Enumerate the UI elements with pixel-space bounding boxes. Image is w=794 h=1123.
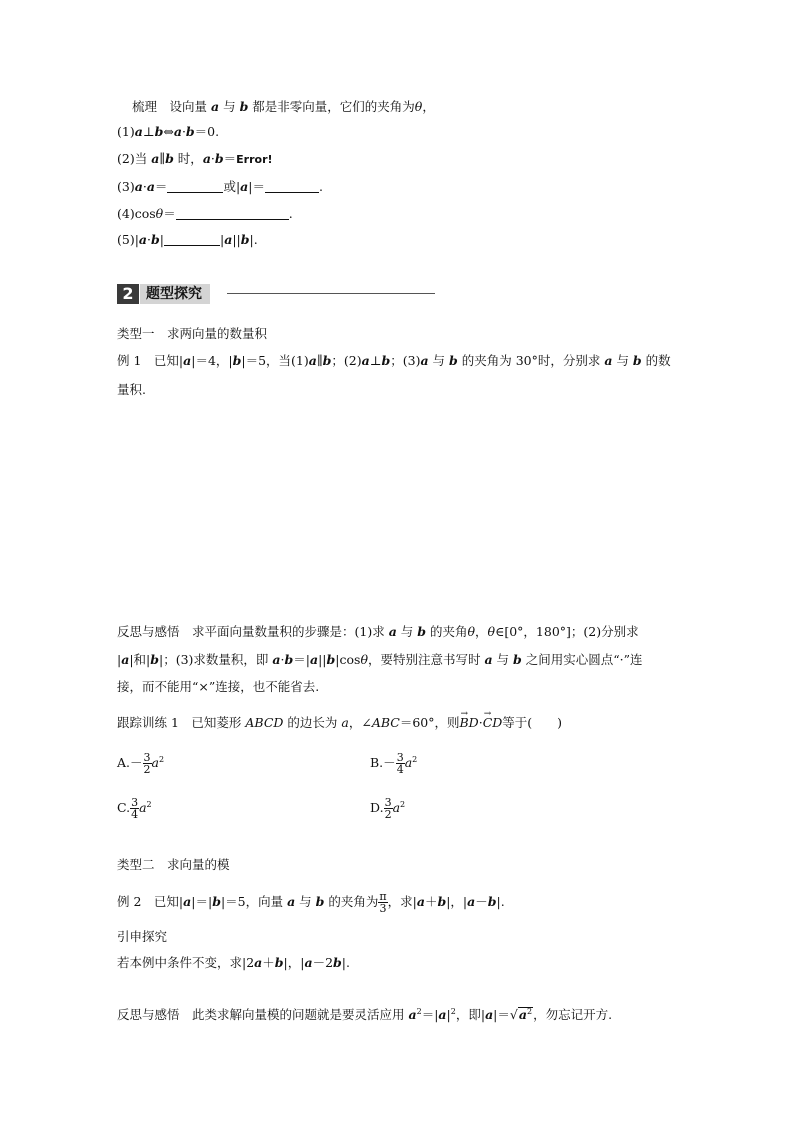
option-d[interactable]: D. $\frac{3}{2}$ $a^2$ xyxy=(370,796,406,821)
summary-item-4: (4)cosθ＝ . xyxy=(117,206,293,221)
option-letter: D. xyxy=(370,800,384,815)
summary-item-2: (2)当 a∥b 时，a·b＝Error! xyxy=(117,151,273,166)
summary-item-5: (5)|a·b| |a||b|. xyxy=(117,232,258,247)
section-rule xyxy=(227,293,435,294)
reflection-1-line2: |a|和|b|；(3)求数量积，即 a·b＝|a||b|cosθ，要特别注意书写时 a 与 b 之间用实心圆点“·”连 xyxy=(117,652,643,667)
example-2: 例 2 已知|a|＝|b|＝5，向量 a 与 b 的夹角为 $\frac{\pi}{3}$ ，求|a＋b|，|a－b|. xyxy=(117,890,505,915)
blank[interactable] xyxy=(176,207,289,220)
reflection-2: 反思与感悟 此类求解向量模的问题就是要灵活应用 $a^2=|a|^2$，即$|a|=√a^2$，勿忘记开方. xyxy=(117,1007,613,1022)
example-1-cont: 量积. xyxy=(117,382,146,397)
option-fraction: $\frac{3}{4}$ xyxy=(131,796,139,821)
summary-intro: 梳理 设向量 a 与 b 都是非零向量，它们的夹角为θ， xyxy=(132,99,435,114)
extension-label: 引申探究 xyxy=(117,929,168,944)
option-sign: － xyxy=(130,755,143,770)
summary-label: 梳理 xyxy=(132,99,158,114)
reflection-1-line1: 反思与感悟 求平面向量数量积的步骤是：(1)求 a 与 b 的夹角θ，θ∈[0°，180°]；(2)分别求 xyxy=(117,624,639,639)
pi-over-3: $\frac{\pi}{3}$ xyxy=(379,890,387,915)
reflection-label: 反思与感悟 xyxy=(117,624,180,639)
option-letter: A. xyxy=(117,755,131,770)
section-number: 2 xyxy=(117,284,139,304)
blank[interactable] xyxy=(167,180,223,193)
section-header xyxy=(117,284,435,304)
option-fraction: $\frac{3}{2}$ xyxy=(384,796,392,821)
option-fraction: $\frac{3}{2}$ xyxy=(143,751,151,776)
option-b[interactable]: B.－ $\frac{3}{4}$ $a^2$ xyxy=(370,751,418,776)
reflection-1-line3: 接，而不能用“×”连接，也不能省去. xyxy=(117,679,320,694)
type1-title: 类型一 求两向量的数量积 xyxy=(117,326,268,341)
blank[interactable] xyxy=(164,233,220,246)
example-1: 例 1 已知|a|＝4，|b|＝5，当(1)a∥b；(2)a⊥b；(3)a 与 b 的夹角为 30°时，分别求 a 与 b 的数 xyxy=(117,353,671,368)
option-letter: B. xyxy=(370,755,384,770)
summary-item-3: (3)a·a＝ 或|a|＝ . xyxy=(117,179,323,194)
option-letter: C. xyxy=(117,800,131,815)
extension: 若本例中条件不变，求|2a＋b|，|a－2b|. xyxy=(117,955,350,970)
blank[interactable] xyxy=(265,180,319,193)
type2-title: 类型二 求向量的模 xyxy=(117,857,230,872)
practice-1: 跟踪训练 1 已知菱形 ABCD 的边长为 a，∠ABC＝60°，则→ BD·→ CD等于( ) xyxy=(117,715,562,731)
section-title: 题型探究 xyxy=(140,284,210,304)
option-sign: － xyxy=(383,755,396,770)
option-a[interactable]: A.－ $\frac{3}{2}$ $a^2$ xyxy=(117,751,165,776)
option-fraction: $\frac{3}{4}$ xyxy=(396,751,404,776)
option-c[interactable]: C. $\frac{3}{4}$ $a^2$ xyxy=(117,796,152,821)
reflection-label: 反思与感悟 xyxy=(117,1007,180,1022)
summary-item-1: (1)a⊥b⇔a·b＝0. xyxy=(117,124,220,139)
